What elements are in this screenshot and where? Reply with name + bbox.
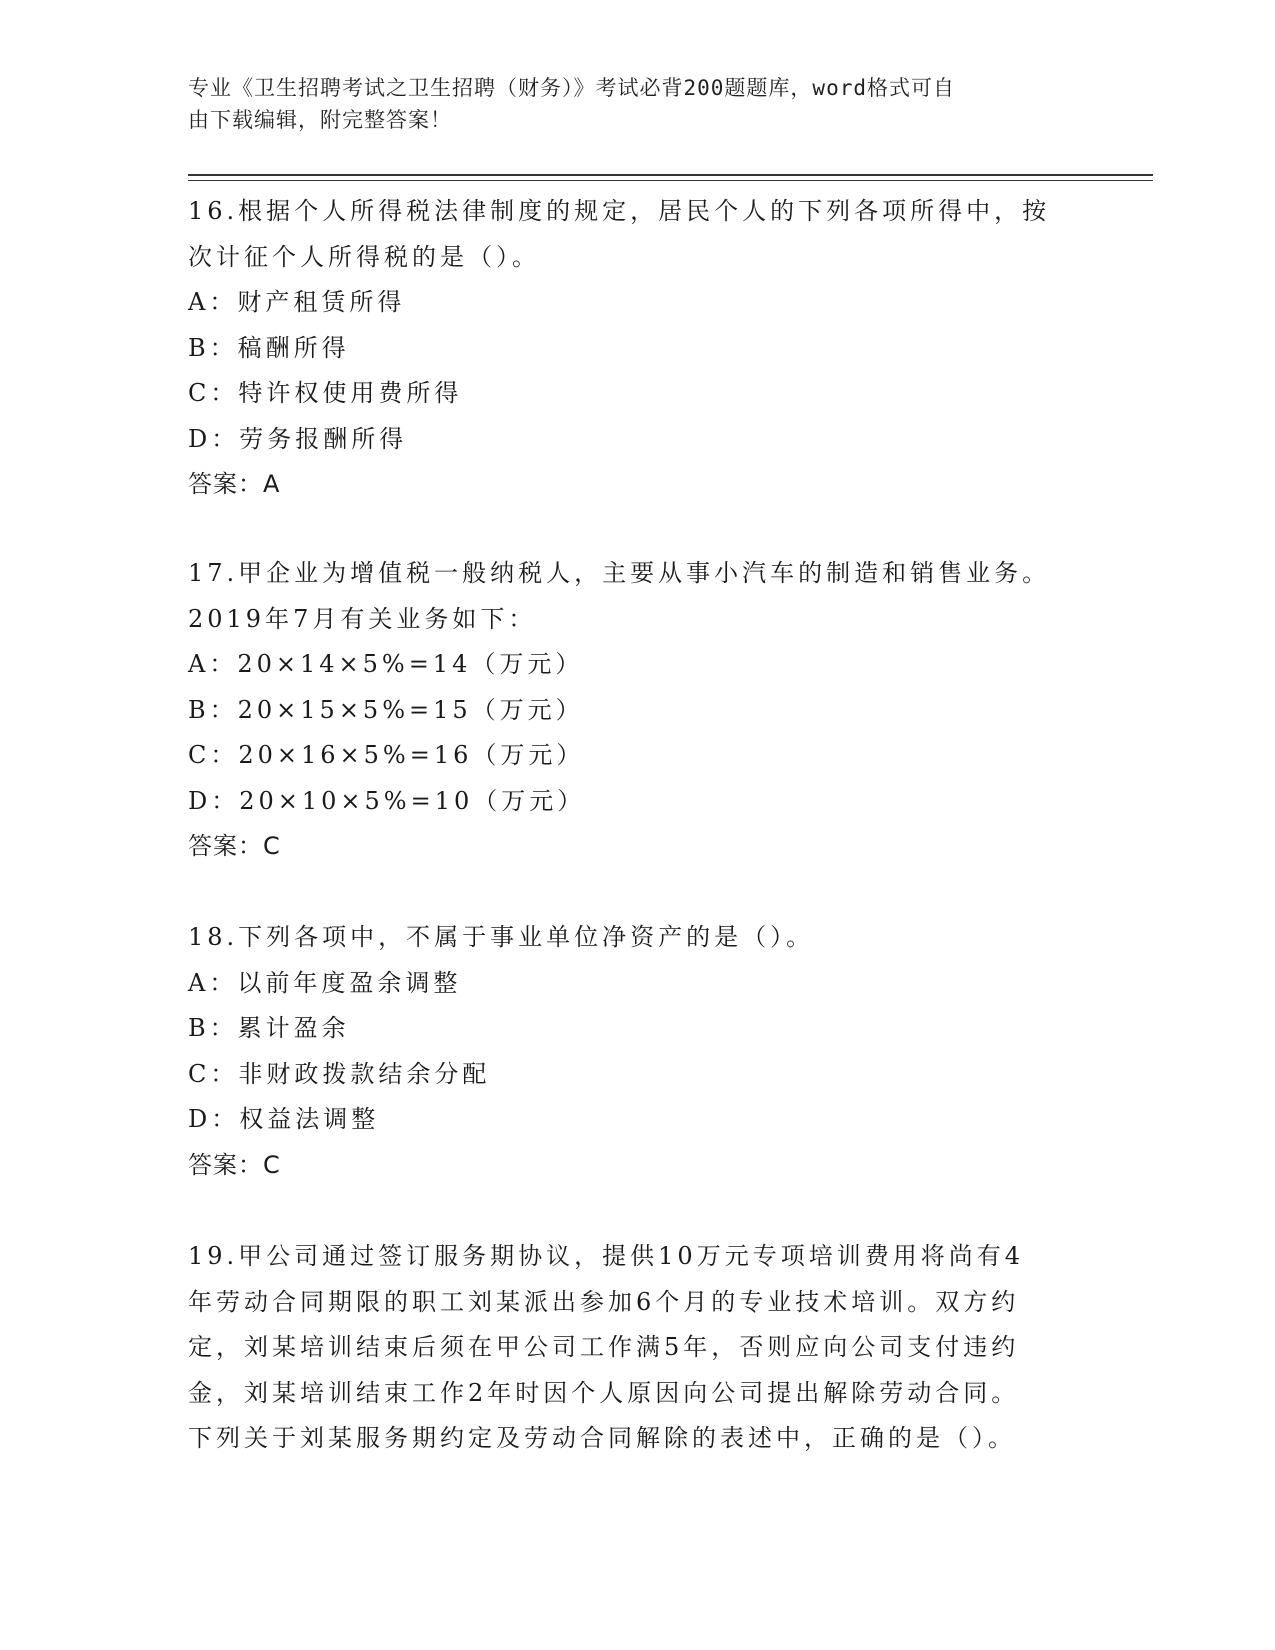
- option-b: B：累计盈余: [188, 1014, 350, 1042]
- question-stem-line: 金，刘某培训结束工作2年时因个人原因向公司提出解除劳动合同。: [188, 1378, 1020, 1407]
- question-stem-line: 19.甲公司通过签订服务期协议，提供10万元专项培训费用将尚有4: [188, 1242, 1024, 1270]
- question-stem-line: 2019年7月有关业务如下：: [188, 604, 537, 633]
- answer-line: 答案：C: [188, 1150, 281, 1179]
- header-line-2: 由下载编辑，附完整答案！: [188, 108, 452, 132]
- question-stem-line: 次计征个人所得税的是（）。: [188, 242, 540, 271]
- question-18: [188, 915, 1068, 1188]
- option-a: A：以前年度盈余调整: [188, 968, 462, 997]
- question-stem-line: 18.下列各项中，不属于事业单位净资产的是（）。: [188, 923, 815, 951]
- option-d: D：权益法调整: [188, 1105, 380, 1133]
- option-a: A：财产租赁所得: [188, 288, 406, 316]
- header-line-1: 专业《卫生招聘考试之卫生招聘（财务）》考试必背200题题库，word格式可自: [188, 76, 955, 100]
- option-d: D：20×10×5%=10（万元）: [188, 786, 586, 815]
- question-stem-line: 定，刘某培训结束后须在甲公司工作满5年，否则应向公司支付违约: [188, 1333, 1020, 1361]
- document-header: [188, 72, 1068, 136]
- question-stem-line: 16.根据个人所得税法律制度的规定，居民个人的下列各项所得中，按: [188, 197, 1051, 225]
- answer-line: 答案：A: [188, 470, 281, 498]
- question-17: [188, 551, 1068, 870]
- question-stem-line: 年劳动合同期限的职工刘某派出参加6个月的专业技术培训。双方约: [188, 1287, 1020, 1316]
- option-b: B：20×15×5%=15（万元）: [188, 695, 584, 724]
- option-c: C：特许权使用费所得: [188, 379, 463, 407]
- question-stem-line: 下列关于刘某服务期约定及劳动合同解除的表述中，正确的是（）。: [188, 1424, 1016, 1452]
- option-c: C：非财政拨款结余分配: [188, 1059, 491, 1088]
- header-divider-thin: [188, 180, 1153, 181]
- option-b: B：稿酬所得: [188, 333, 350, 362]
- option-c: C：20×16×5%=16（万元）: [188, 741, 585, 769]
- option-d: D：劳务报酬所得: [188, 424, 408, 453]
- question-19: [188, 1234, 1068, 1462]
- question-stem-line: 17.甲企业为增值税一般纳税人，主要从事小汽车的制造和销售业务。: [188, 559, 1051, 587]
- question-16: [188, 189, 1068, 508]
- header-divider-thick: [188, 174, 1153, 176]
- answer-line: 答案：C: [188, 832, 281, 860]
- option-a: A：20×14×5%=14（万元）: [188, 650, 584, 678]
